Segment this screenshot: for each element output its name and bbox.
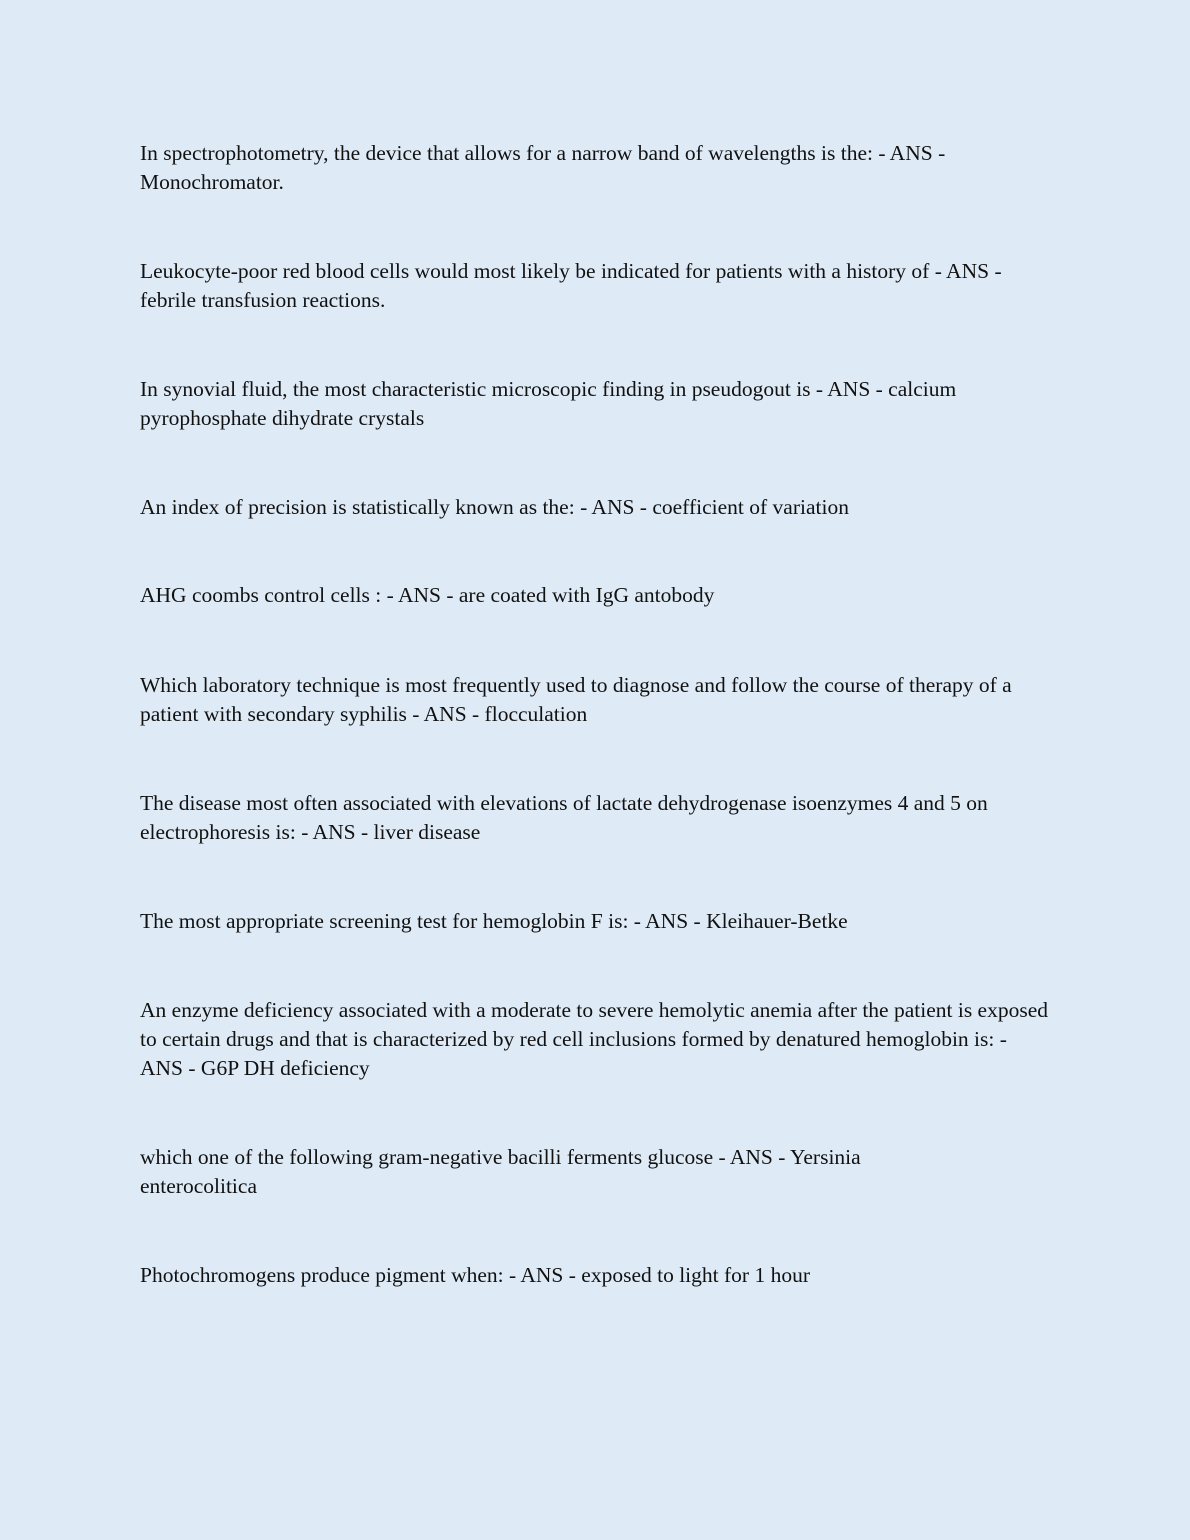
qa-item-syphilis: Which laboratory technique is most frequently used to diagnose and follow the course of therapy of a patient with secondary syphilis - ANS - flocculation (140, 673, 1012, 726)
qa-item-photochromogens: Photochromogens produce pigment when: - ANS - exposed to light for 1 hour (140, 1263, 810, 1287)
qa-item-monochromator: In spectrophotometry, the device that allows for a narrow band of wavelengths is the: - ANS - Monochromator. (140, 141, 946, 194)
qa-item-pseudogout: In synovial fluid, the most characteristic microscopic finding in pseudogout is - ANS - calcium pyrophosphate dihydrate crystals (140, 377, 957, 430)
qa-item-ahg-control-cells: AHG coombs control cells : - ANS - are coated with IgG antobody (140, 583, 715, 607)
qa-item-g6pd-deficiency: An enzyme deficiency associated with a moderate to severe hemolytic anemia after the patient is exposed to certain drugs and that is characterized by red cell inclusions formed by denatured hemoglobin is: - ANS - G6P DH deficiency (140, 998, 1049, 1080)
qa-item-leukocyte-poor-rbc: Leukocyte-poor red blood cells would most likely be indicated for patients with a history of - ANS - febrile transfusion reactions. (140, 259, 1002, 312)
qa-item-gram-negative-bacilli: which one of the following gram-negative bacilli ferments glucose - ANS - Yersinia enterocolitica (140, 1145, 861, 1198)
qa-item-ldh-isoenzymes: The disease most often associated with elevations of lactate dehydrogenase isoenzymes 4 and 5 on electrophoresis is: - ANS - liver disease (140, 791, 988, 844)
qa-item-index-of-precision: An index of precision is statistically known as the: - ANS - coefficient of variation (140, 495, 849, 519)
qa-item-hemoglobin-f: The most appropriate screening test for hemoglobin F is: - ANS - Kleihauer-Betke (140, 909, 848, 933)
